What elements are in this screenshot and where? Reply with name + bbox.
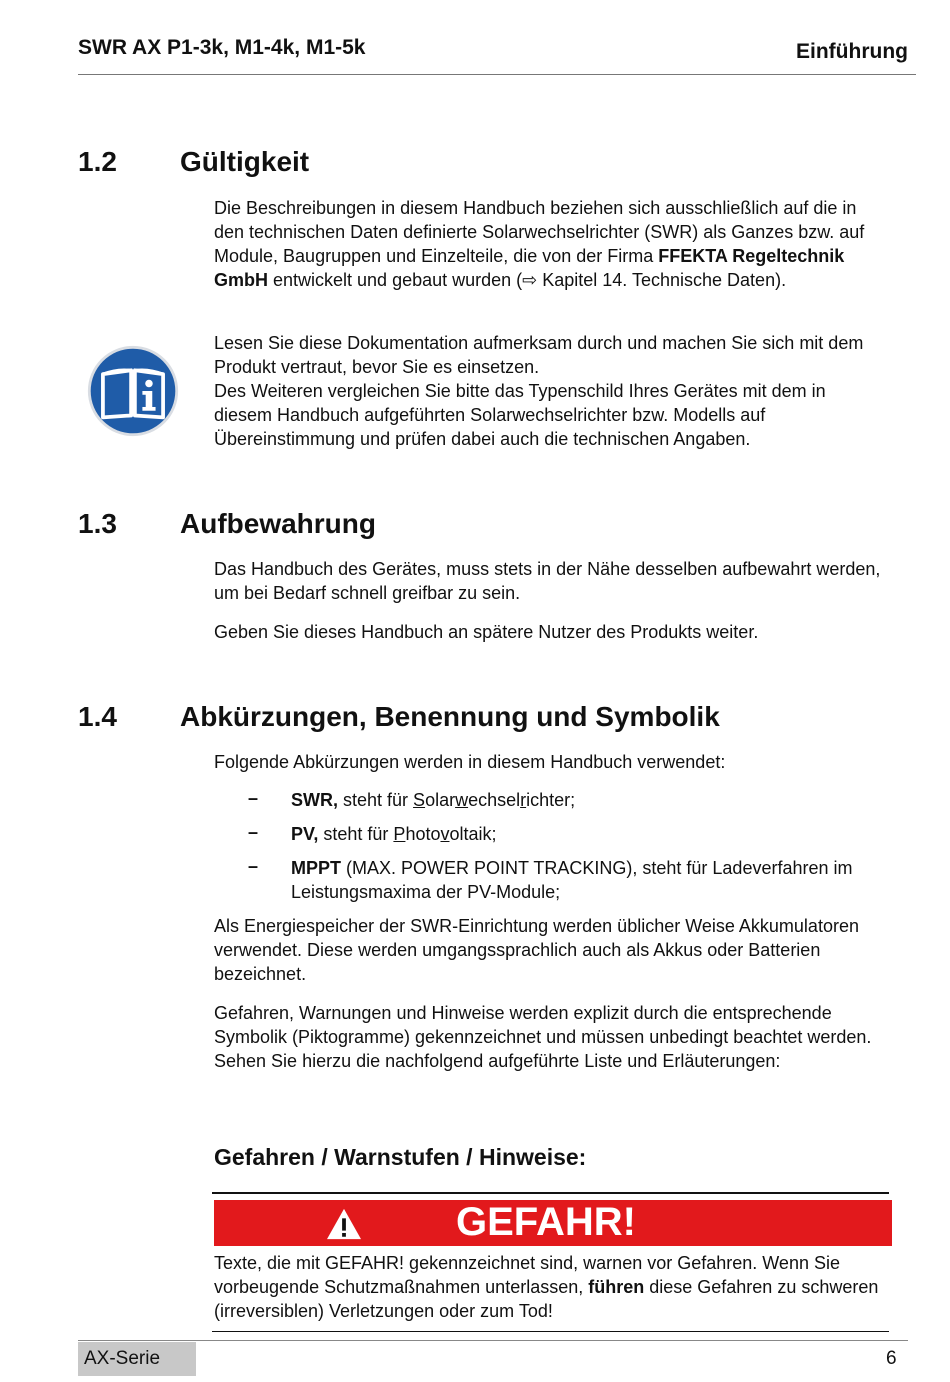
warning-top-rule xyxy=(212,1192,889,1194)
section-1-2-number: 1.2 xyxy=(78,146,117,177)
list-bullet-dash: – xyxy=(248,822,259,842)
section-1-4-number: 1.4 xyxy=(78,701,117,732)
list-item-pv: PV, steht für Photovoltaik; xyxy=(291,824,497,844)
header-chapter: Einführung xyxy=(796,40,908,63)
section-1-4-paragraph-akku: Als Energiespeicher der SWR-Einrichtung werden üblicher Weise Akkumulatoren verwendet. Diese werden umgangssprachlich auch als Akkus oder Batterien bezeichnet. xyxy=(214,916,859,984)
gefahr-description: Texte, die mit GEFAHR! gekennzeichnet sind, warnen vor Gefahren. Wenn Sie vorbeugende Schutzmaßnahmen unterlassen, führen diese Gefahren zu schweren (irreversiblen) Verletzungen oder zum Tod! xyxy=(214,1253,879,1321)
section-1-2-paragraph-2: Lesen Sie diese Dokumentation aufmerksam durch und machen Sie sich mit dem Produkt vertraut, bevor Sie es einsetzen. xyxy=(214,333,864,377)
list-bullet-dash: – xyxy=(248,856,259,876)
section-1-2-paragraph-3: Des Weiteren vergleichen Sie bitte das Typenschild Ihres Gerätes mit dem in diesem Handbuch aufgeführten Solarwechselrichter bzw. Modells auf Übereinstimmung und prüfen dabei auch die technischen Angaben. xyxy=(214,381,826,449)
section-1-4-paragraph-gefahren: Gefahren, Warnungen und Hinweise werden explizit durch die entsprechende Symbolik (Piktogramme) gekennzeichnet und müssen unbedingt beachtet werden. Sehen Sie hierzu die nachfolgend aufgeführte Liste und Erläuterungen: xyxy=(214,1003,872,1071)
company-name: FFEKTA Regeltechnik GmbH xyxy=(214,246,845,290)
warnings-heading: Gefahren / Warnstufen / Hinweise: xyxy=(214,1144,587,1170)
footer-series: AX-Serie xyxy=(84,1348,161,1369)
section-1-2-paragraph-1: Die Beschreibungen in diesem Handbuch beziehen sich ausschließlich auf die in den technischen Daten definierte Solarwechselrichter (SWR) als Ganzes bzw. auf Module, Baugruppen und Einzelteile, die von der Firma FFEKTA Regeltechnik GmbH entwickelt und gebaut wurden (⇨ Kapitel 14. Technische Daten). xyxy=(214,198,865,290)
warning-bottom-rule xyxy=(212,1331,889,1332)
gefahr-label: GEFAHR! xyxy=(456,1200,636,1244)
header-rule xyxy=(78,74,916,75)
warning-triangle-icon xyxy=(325,1207,363,1241)
arrow-right-icon: ⇨ xyxy=(522,270,538,290)
section-1-4-intro: Folgende Abkürzungen werden in diesem Handbuch verwendet: xyxy=(214,752,726,772)
list-bullet-dash: – xyxy=(248,788,259,808)
footer-rule xyxy=(78,1340,908,1341)
section-1-3-title: Aufbewahrung xyxy=(180,508,376,539)
section-1-2-title: Gültigkeit xyxy=(180,146,310,177)
list-item-mppt: MPPT (MAX. POWER POINT TRACKING), steht für Ladeverfahren im Leistungsmaxima der PV-Module; xyxy=(291,858,853,902)
header-doc-title: SWR AX P1-3k, M1-4k, M1-5k xyxy=(78,36,366,59)
book-info-icon xyxy=(86,344,180,438)
section-1-3-paragraph-1: Das Handbuch des Gerätes, muss stets in der Nähe desselben aufbewahrt werden, um bei Bedarf schnell greifbar zu sein. xyxy=(214,559,881,603)
section-1-4-title: Abkürzungen, Benennung und Symbolik xyxy=(180,701,720,732)
list-item-swr: SWR, steht für Solarwechselrichter; xyxy=(291,790,576,810)
page-number: 6 xyxy=(886,1348,897,1369)
section-1-3-number: 1.3 xyxy=(78,508,117,539)
section-1-3-paragraph-2: Geben Sie dieses Handbuch an spätere Nutzer des Produkts weiter. xyxy=(214,622,759,642)
